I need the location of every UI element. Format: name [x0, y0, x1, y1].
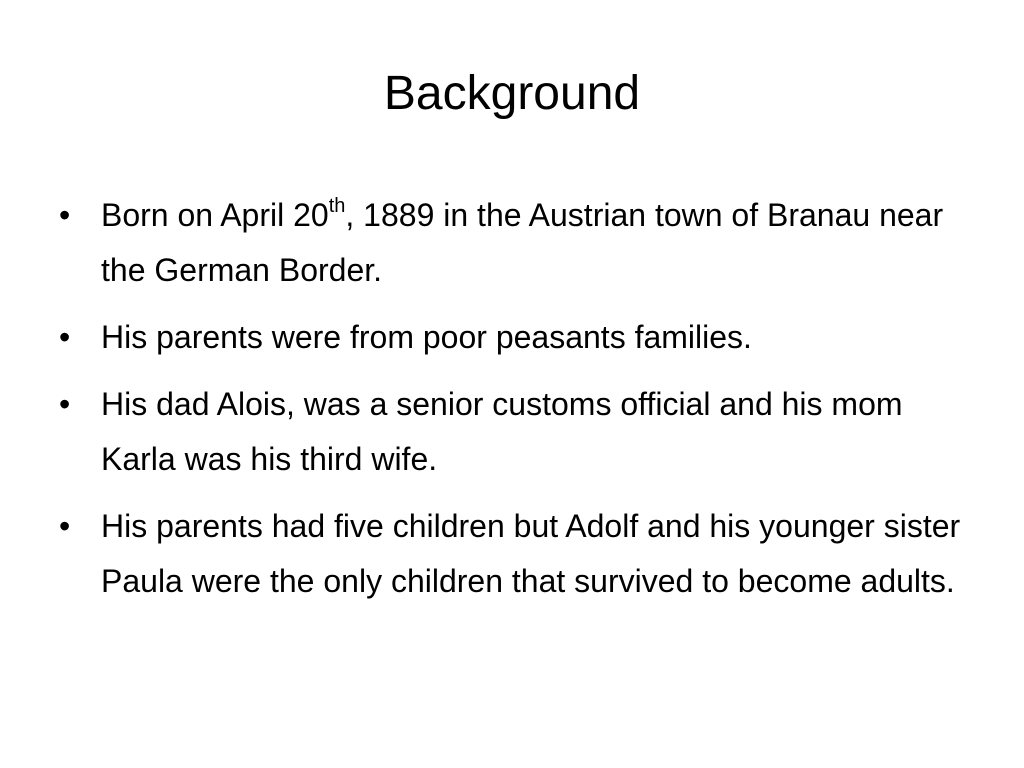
bullet-text-part: , 1889 in the Austrian town of Branau near the German Border.	[101, 197, 944, 288]
bullet-text: His parents had five children but Adolf and his younger sister Paula were the only children that survived to become adults.	[101, 508, 961, 599]
ordinal-superscript: th	[328, 195, 346, 218]
bullet-item-dad	[57, 377, 967, 487]
bullet-icon: •	[59, 319, 71, 355]
bullet-text-part: Born on April 20	[101, 197, 329, 233]
slide-title: Background	[383, 67, 641, 120]
bullet-item-children	[57, 499, 967, 609]
bullet-item-birth	[57, 188, 967, 298]
bullet-icon: •	[59, 197, 71, 233]
bullet-text: His parents were from poor peasants families.	[101, 319, 752, 355]
bullet-text	[101, 197, 943, 288]
bullet-list	[57, 188, 967, 621]
bullet-item-parents	[57, 310, 967, 365]
bullet-icon: •	[59, 386, 71, 422]
bullet-icon: •	[59, 508, 71, 544]
bullet-text: His dad Alois, was a senior customs official and his mom Karla was his third wife.	[101, 386, 903, 477]
